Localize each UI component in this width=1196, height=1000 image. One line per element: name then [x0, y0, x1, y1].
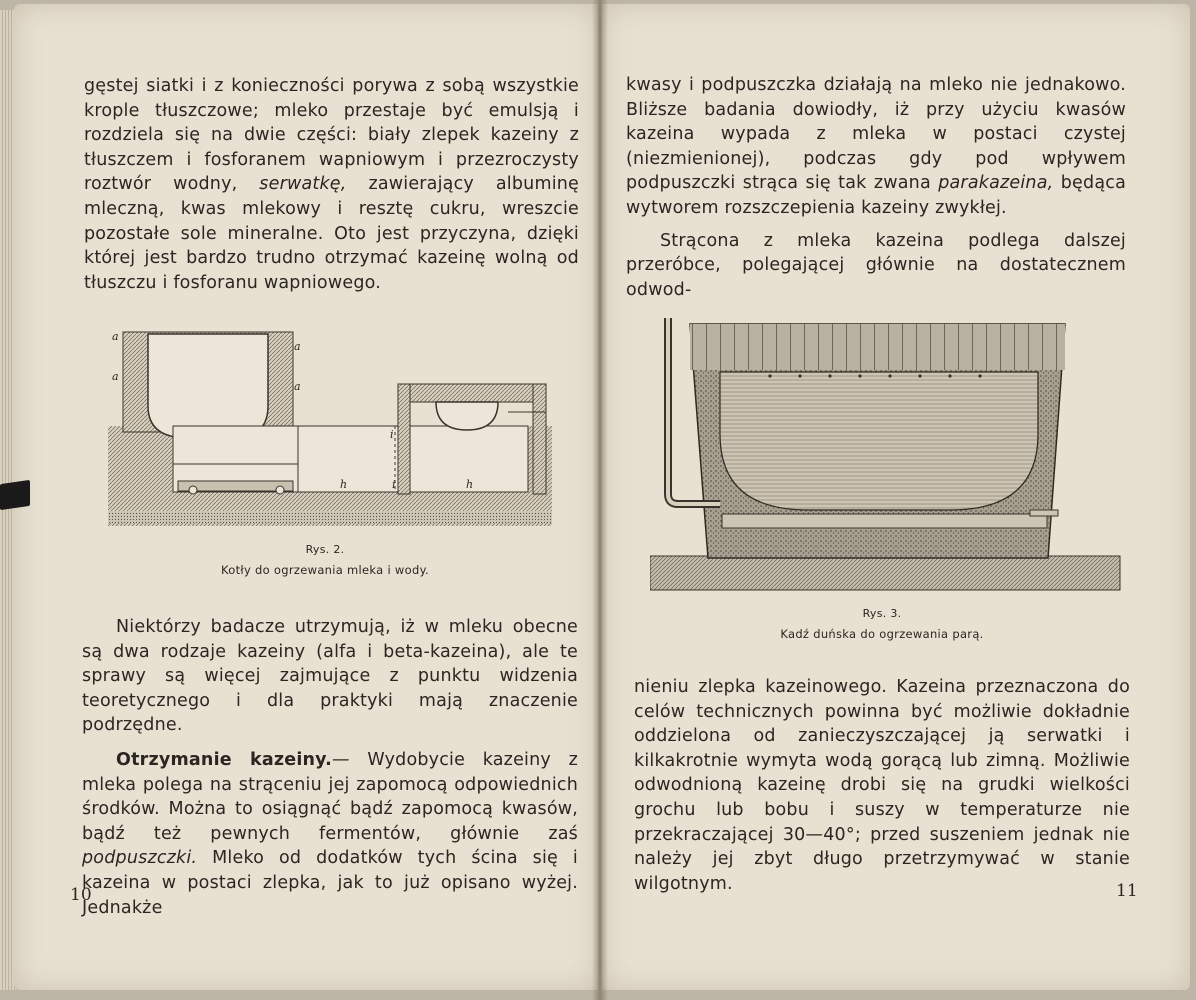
caption-text: Kadź duńska do ogrzewania parą. [780, 627, 984, 641]
left-paragraph-1: gęstej siatki i z konieczności porywa z sobą wszystkie krople tłuszczowe; mleko przestaje być emulsją i rozdziela się na dwie części: biały zlepek kazeiny z tłuszczem i fosforanem wapniowym i przezroczysty roztwór wodny, serwatkę, zawierający albuminę mleczną, kwas mlekowy i resztę cukru, wreszcie pozostałe sole mineralne. Oto jest przyczyna, dzięki której jest bardzo trudno otrzymać kazeinę wolną od tłuszczu i fosforanu wapniowego. [84, 76, 580, 293]
figure-number: Rys. 3. [862, 607, 902, 620]
right-paragraph-1: kwasy i podpuszczka działają na mleko nie jednakowo. Bliższe badania dowiodły, iż przy użyciu kwasów kazeina wypada z mleka w postaci czystej (niezmienionej), podczas gdy pod wpływem podpuszczki strąca się tak zwana parakazeina, będąca wytworem rozszczepienia kazeiny zwykłej. Strącona z mleka kazeina podlega dalszej przeróbce, polegającej głównie na dostatecznem odwod- [626, 75, 1126, 300]
page-number-left: 10 [70, 885, 92, 905]
label-i: i [392, 478, 396, 491]
label-h: h [466, 478, 474, 491]
label-i: i [390, 428, 394, 441]
label-a: a [294, 380, 301, 393]
italic-term: parakazeina, [938, 173, 1054, 194]
label-a: a [294, 340, 301, 353]
figure-3-caption [752, 604, 1012, 644]
label-a: a [112, 370, 119, 383]
italic-term: serwatkę, [259, 174, 347, 195]
label-h: h [340, 478, 348, 491]
figure-boilers-diagram [108, 326, 552, 530]
left-paragraph-2: Niektórzy badacze utrzymują, iż w mleku obecne są dwa rodzaje kazeiny (alfa i beta-kazeina), ale te sprawy są więcej zajmujące z punktu widzenia teoretycznego i dla praktyki mają znaczenie podrzędne. Otrzymanie kazeiny.— Wydobycie kazeiny z mleka polega na strąceniu jej zapomocą odpowiednich środków. Można to osiągnąć bądź zapomocą kwasów, bądź też pewnych fermentów, głównie zaś podpuszczki. Mleko od dodatków tych ścina się i kazeina w postaci zlepka, jak to już opisano wyżej. Jednakże [82, 617, 578, 918]
italic-term: podpuszczki. [82, 848, 198, 869]
section-heading: Otrzymanie kazeiny. [116, 749, 333, 770]
figure-danish-vat-illustration [650, 314, 1124, 592]
page-number-right: 11 [1116, 881, 1138, 901]
label-a: a [112, 330, 119, 343]
bookmark-clip [0, 480, 30, 510]
right-paragraph-3: nieniu zlepka kazeinowego. Kazeina przeznaczona do celów technicznych powinna być możliwie dokładnie oddzielona od zanieczyszczającej ją serwatki i kilkakrotnie wymyta wodą gorącą lub zimną. Możliwie odwodnioną kazeinę drobi się na grudki wielkości grochu lub bobu i suszy w temperaturze nie przekraczającej 30—40°; przed suszeniem jednak nie należy jej zbyt długo przetrzymywać w stanie wilgotnym. [634, 677, 1130, 894]
book-gutter [592, 0, 608, 1000]
caption-text: Kotły do ogrzewania mleka i wody. [221, 563, 429, 577]
figure-2-caption [200, 540, 450, 580]
figure-number: Rys. 2. [305, 543, 345, 556]
